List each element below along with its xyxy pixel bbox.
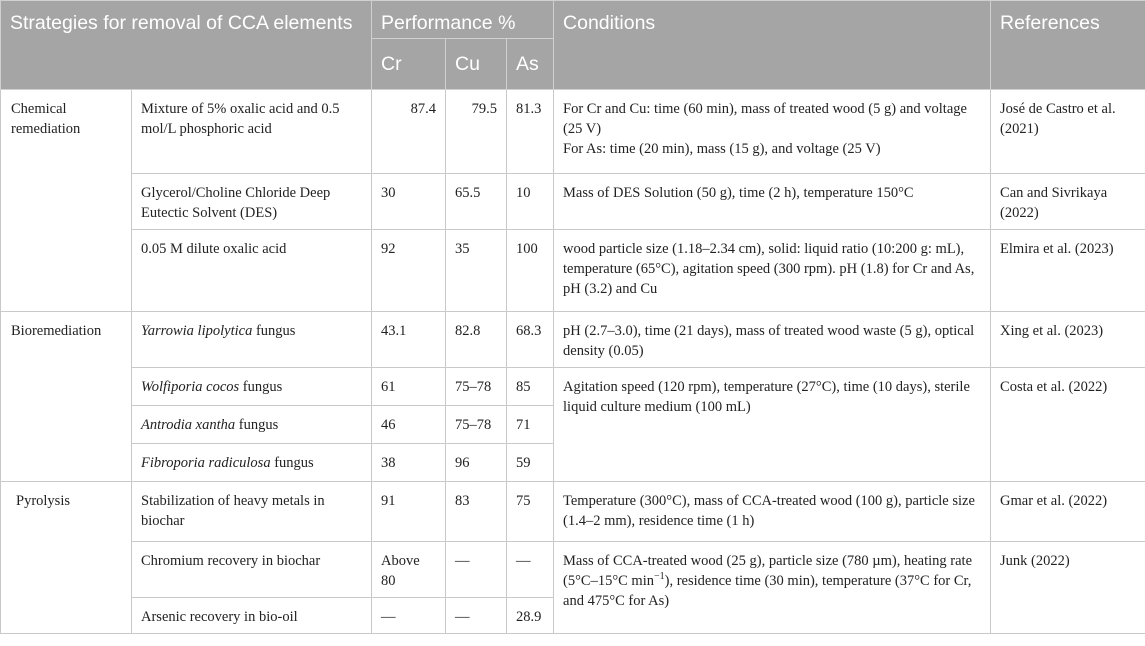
cu-value: 65.5 bbox=[446, 174, 507, 230]
cr-value: 46 bbox=[372, 406, 446, 444]
species-name: Fibroporia radiculosa bbox=[141, 455, 271, 471]
as-value: 28.9 bbox=[507, 598, 554, 634]
as-value: 10 bbox=[507, 174, 554, 230]
cu-value: — bbox=[446, 542, 507, 598]
cu-value: 75–78 bbox=[446, 406, 507, 444]
conditions-cell: Mass of DES Solution (50 g), time (2 h), temperature 150°C bbox=[554, 174, 991, 230]
cu-value: 96 bbox=[446, 444, 507, 482]
as-value: 85 bbox=[507, 368, 554, 406]
header-as: As bbox=[507, 39, 554, 90]
species-name: Antrodia xantha bbox=[141, 417, 236, 433]
conditions-line: For As: time (20 min), mass (15 g), and voltage (25 V) bbox=[563, 141, 881, 157]
reference-cell: Gmar et al. (2022) bbox=[991, 482, 1145, 542]
conditions-text: Mass of CCA-treated wood (25 g), particle size (780 µm), heating rate (5°C–15°C min bbox=[563, 553, 973, 589]
strategy-suffix: fungus bbox=[239, 379, 283, 395]
header-performance: Performance % bbox=[372, 1, 554, 39]
table-row bbox=[1, 542, 1145, 598]
as-value: 81.3 bbox=[507, 90, 554, 174]
strategy-cell: Mixture of 5% oxalic acid and 0.5 mol/L phosphoric acid bbox=[132, 90, 372, 174]
strategy-cell bbox=[132, 312, 372, 368]
cu-value: 75–78 bbox=[446, 368, 507, 406]
conditions-superscript: −1 bbox=[653, 571, 665, 583]
table-row bbox=[1, 230, 1145, 312]
reference-cell: José de Castro et al. (2021) bbox=[991, 90, 1145, 174]
conditions-line: For Cr and Cu: time (60 min), mass of treated wood (5 g) and voltage (25 V) bbox=[563, 101, 967, 137]
header-cr: Cr bbox=[372, 39, 446, 90]
as-value: 75 bbox=[507, 482, 554, 542]
conditions-cell: Agitation speed (120 rpm), temperature (27°C), time (10 days), sterile liquid culture medium (100 mL) bbox=[554, 368, 991, 482]
strategy-cell: Chromium recovery in biochar bbox=[132, 542, 372, 598]
category-pyrolysis: Pyrolysis bbox=[1, 482, 132, 634]
species-name: Wolfiporia cocos bbox=[141, 379, 240, 395]
table-row bbox=[1, 312, 1145, 368]
conditions-cell: pH (2.7–3.0), time (21 days), mass of treated wood waste (5 g), optical density (0.05) bbox=[554, 312, 991, 368]
conditions-cell: wood particle size (1.18–2.34 cm), solid: liquid ratio (10:200 g: mL), temperature (65°C), agitation speed (300 rpm). pH (1.8) for Cr and As, pH (3.2) and Cu bbox=[554, 230, 991, 312]
header-references: References bbox=[991, 1, 1145, 90]
cr-value: 30 bbox=[372, 174, 446, 230]
reference-cell: Xing et al. (2023) bbox=[991, 312, 1145, 368]
reference-cell: Costa et al. (2022) bbox=[991, 368, 1145, 482]
cr-value: 87.4 bbox=[372, 90, 446, 174]
cr-value: 92 bbox=[372, 230, 446, 312]
cr-value: — bbox=[372, 598, 446, 634]
species-name: Yarrowia lipolytica bbox=[141, 323, 253, 339]
as-value: 68.3 bbox=[507, 312, 554, 368]
header-strategies: Strategies for removal of CCA elements bbox=[1, 1, 372, 90]
header-conditions: Conditions bbox=[554, 1, 991, 90]
cr-value: 61 bbox=[372, 368, 446, 406]
table-row bbox=[1, 368, 1145, 406]
as-value: 71 bbox=[507, 406, 554, 444]
cu-value: 82.8 bbox=[446, 312, 507, 368]
strategy-cell: 0.05 M dilute oxalic acid bbox=[132, 230, 372, 312]
conditions-cell bbox=[554, 542, 991, 634]
strategy-cell: Glycerol/Choline Chloride Deep Eutectic Solvent (DES) bbox=[132, 174, 372, 230]
conditions-cell: Temperature (300°C), mass of CCA-treated wood (100 g), particle size (1.4–2 mm), residence time (1 h) bbox=[554, 482, 991, 542]
cu-value: 35 bbox=[446, 230, 507, 312]
strategy-suffix: fungus bbox=[270, 455, 314, 471]
cr-value: Above 80 bbox=[372, 542, 446, 598]
strategy-suffix: fungus bbox=[252, 323, 296, 339]
as-value: 59 bbox=[507, 444, 554, 482]
category-chemical: Chemical remediation bbox=[1, 90, 132, 312]
strategy-cell: Stabilization of heavy metals in biochar bbox=[132, 482, 372, 542]
conditions-text: ), residence time (30 min), temperature (37°C for Cr, and 475°C for As) bbox=[563, 573, 972, 609]
category-bioremediation: Bioremediation bbox=[1, 312, 132, 482]
cu-value: 79.5 bbox=[446, 90, 507, 174]
strategy-cell bbox=[132, 368, 372, 406]
table-row bbox=[1, 90, 1145, 174]
table-row bbox=[1, 482, 1145, 542]
strategy-cell bbox=[132, 406, 372, 444]
cr-value: 38 bbox=[372, 444, 446, 482]
reference-cell: Elmira et al. (2023) bbox=[991, 230, 1145, 312]
header-row bbox=[1, 1, 1145, 39]
strategy-cell: Arsenic recovery in bio-oil bbox=[132, 598, 372, 634]
header-cu: Cu bbox=[446, 39, 507, 90]
reference-cell: Can and Sivrikaya (2022) bbox=[991, 174, 1145, 230]
cr-value: 91 bbox=[372, 482, 446, 542]
cu-value: 83 bbox=[446, 482, 507, 542]
as-value: 100 bbox=[507, 230, 554, 312]
table-row bbox=[1, 174, 1145, 230]
cr-value: 43.1 bbox=[372, 312, 446, 368]
conditions-cell bbox=[554, 90, 991, 174]
cu-value: — bbox=[446, 598, 507, 634]
strategy-suffix: fungus bbox=[235, 417, 279, 433]
strategy-cell bbox=[132, 444, 372, 482]
reference-cell: Junk (2022) bbox=[991, 542, 1145, 634]
as-value: — bbox=[507, 542, 554, 598]
